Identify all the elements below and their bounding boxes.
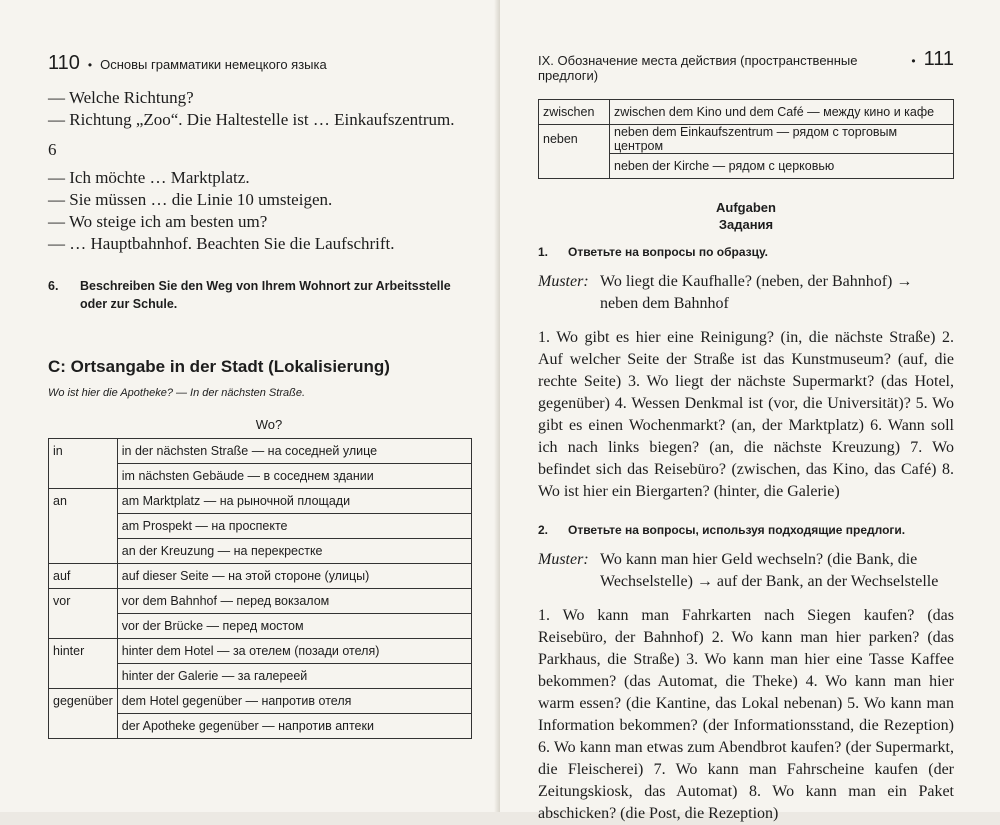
table-row [539, 125, 954, 154]
running-title: IX. Обозначение места действия (пространственные предлоги) [538, 53, 858, 83]
task-1-exercise: 1. Wo gibt es hier eine Reinigung? (in, die nächste Straße) 2. Auf welcher Seite der Straße ist das Kunstmuseum? (auf, die rechte Seite) 3. Wo liegt der nächste Supermarkt? (das Hotel, gegenüber) 4. Wessen Denkmal ist (vor, die Universität)? 5. Wo gibt es einen Wochenmarkt? (an, der Marktplatz) 6. Wann soll ich nach links biegen? (an, die nächste Kreuzung) 7. Wo befindet sich das Reisebüro? (zwischen, das Kino, das Café) 8. Wo ist hier ein Biergarten? (hinter, die Galerie) [538, 329, 954, 500]
right-running-header [538, 48, 954, 83]
preposition-cell: zwischen [539, 100, 610, 125]
phrase-cell: vor dem Bahnhof — перед вокзалом [117, 589, 471, 614]
task-text: Ответьте на вопросы по образцу. [568, 245, 768, 259]
phrase-cell: zwischen dem Kino und dem Café — между кино и кафе [610, 100, 954, 125]
preposition-cell: neben [539, 125, 610, 154]
phrase-cell: an der Kreuzung — на перекрестке [117, 539, 471, 564]
preposition-cell-empty [539, 154, 610, 179]
table-row [49, 589, 472, 614]
preposition-cell: auf [49, 564, 118, 589]
muster-text: Wo kann man hier Geld wechseln? (die Bank, die Wechselstelle) → auf der Bank, an der Wechselstelle [600, 551, 939, 590]
phrase-cell: neben der Kirche — рядом с церковью [610, 154, 954, 179]
preposition-cell: vor [49, 589, 118, 614]
phrase-cell: hinter dem Hotel — за отелем (позади отеля) [117, 639, 471, 664]
preposition-cell: gegenüber [49, 689, 118, 714]
muster-label: Muster: [538, 551, 589, 568]
page-number: 110 [48, 52, 80, 74]
preposition-cell: in [49, 439, 118, 464]
phrase-cell: am Marktplatz — на рыночной площади [117, 489, 471, 514]
right-page [500, 0, 1000, 822]
table-row [49, 614, 472, 639]
table-row [49, 714, 472, 739]
task-text: Ответьте на вопросы, используя подходящие предлоги. [568, 523, 906, 537]
phrase-cell: am Prospekt — на проспекте [117, 514, 471, 539]
task-number: 1. [538, 245, 549, 259]
dialog-line: — Richtung „Zoo“. Die Haltestelle ist … Einkaufszentrum. [48, 110, 455, 129]
header-bullet: • [87, 58, 93, 72]
preposition-cell: an [49, 489, 118, 514]
task-2-instruction [538, 521, 954, 539]
preposition-cell-empty [49, 714, 118, 739]
muster-label: Muster: [538, 273, 589, 290]
table-row [539, 100, 954, 125]
section-heading: C: Ortsangabe in der Stadt (Lokalisierung) [48, 357, 390, 376]
preposition-cell-empty [49, 614, 118, 639]
muster-text: Wo liegt die Kaufhalle? (neben, der Bahnhof) → neben dem Bahnhof [600, 273, 913, 312]
dialog-number: 6 [48, 140, 57, 159]
table-row [49, 564, 472, 589]
preposition-table-continued [538, 99, 954, 179]
dialog-line: — Welche Richtung? [48, 88, 194, 107]
phrase-cell: neben dem Einkaufszentrum — рядом с торговым центром [610, 125, 954, 154]
exercises-heading-de: Aufgaben [716, 200, 776, 215]
dialog-line: — Wo steige ich am besten um? [48, 212, 268, 231]
table-row [49, 664, 472, 689]
preposition-cell-empty [49, 464, 118, 489]
table-row [49, 639, 472, 664]
preposition-cell-empty [49, 514, 118, 539]
table-row [539, 154, 954, 179]
dialog-line: — … Hauptbahnhof. Beachten Sie die Laufschrift. [48, 234, 395, 253]
table-row [49, 514, 472, 539]
preposition-cell: hinter [49, 639, 118, 664]
task-6 [48, 277, 478, 313]
phrase-cell: dem Hotel gegenüber — напротив отеля [117, 689, 471, 714]
dialog-line: — Ich möchte … Marktplatz. [48, 168, 250, 187]
phrase-cell: der Apotheke gegenüber — напротив аптеки [117, 714, 471, 739]
preposition-cell-empty [49, 539, 118, 564]
running-title: Основы грамматики немецкого языка [100, 57, 327, 72]
task-2-muster [538, 549, 954, 593]
phrase-cell: vor der Brücke — перед мостом [117, 614, 471, 639]
table-row [49, 689, 472, 714]
header-bullet: • [911, 54, 916, 68]
table-row [49, 539, 472, 564]
task-1-instruction [538, 243, 954, 261]
phrase-cell: in der nächsten Straße — на соседней улице [117, 439, 471, 464]
task-1-muster [538, 271, 954, 315]
dialog-block-b [48, 167, 478, 255]
dialog-line: — Sie müssen … die Linie 10 umsteigen. [48, 190, 333, 209]
task-number: 2. [538, 523, 549, 537]
task-text: Beschreiben Sie den Weg von Ihrem Wohnort zur Arbeitsstelle oder zur Schule. [80, 279, 451, 311]
table-row [49, 489, 472, 514]
task-number: 6. [48, 279, 59, 293]
phrase-cell: hinter der Galerie — за галереей [117, 664, 471, 689]
dialog-block-a [48, 87, 478, 131]
table-row [49, 439, 472, 464]
table-row [49, 464, 472, 489]
phrase-cell: im nächsten Gebäude — в соседнем здании [117, 464, 471, 489]
task-2-exercise: 1. Wo kann man Fahrkarten nach Siegen kaufen? (das Reisebüro, der Bahnhof) 2. Wo kann man hier parken? (das Parkhaus, die Straße) 3. Wo kann man hier eine Tasse Kaffee bekommen? (das Automat, die Theke) 4. Wo kann man hier warm essen? (die Kantine, das Lokal nebenan) 5. Wo kann man Information bekommen? (der Informationsstand, die Rezeption) 6. Wo kann man etwas zum Abendbrot kaufen? (der Supermarkt, die Fleischerei) 7. Wo kann man Fahrscheine kaufen (der Zeitungskiosk, das Automat) 8. Wo kann man ein Paket abschicken? (die Post, die Rezeption) [538, 607, 954, 822]
page-number: 111 [923, 48, 954, 70]
phrase-cell: auf dieser Seite — на этой стороне (улицы) [117, 564, 471, 589]
left-page [0, 0, 498, 812]
exercises-heading [538, 199, 954, 233]
exercises-heading-ru: Задания [718, 217, 774, 232]
left-running-header [48, 52, 478, 75]
preposition-table [48, 438, 472, 739]
preposition-cell-empty [49, 664, 118, 689]
example-sentence: Wo ist hier die Apotheke? — In der nächsten Straße. [48, 387, 306, 399]
table-heading: Wo? [255, 417, 283, 432]
